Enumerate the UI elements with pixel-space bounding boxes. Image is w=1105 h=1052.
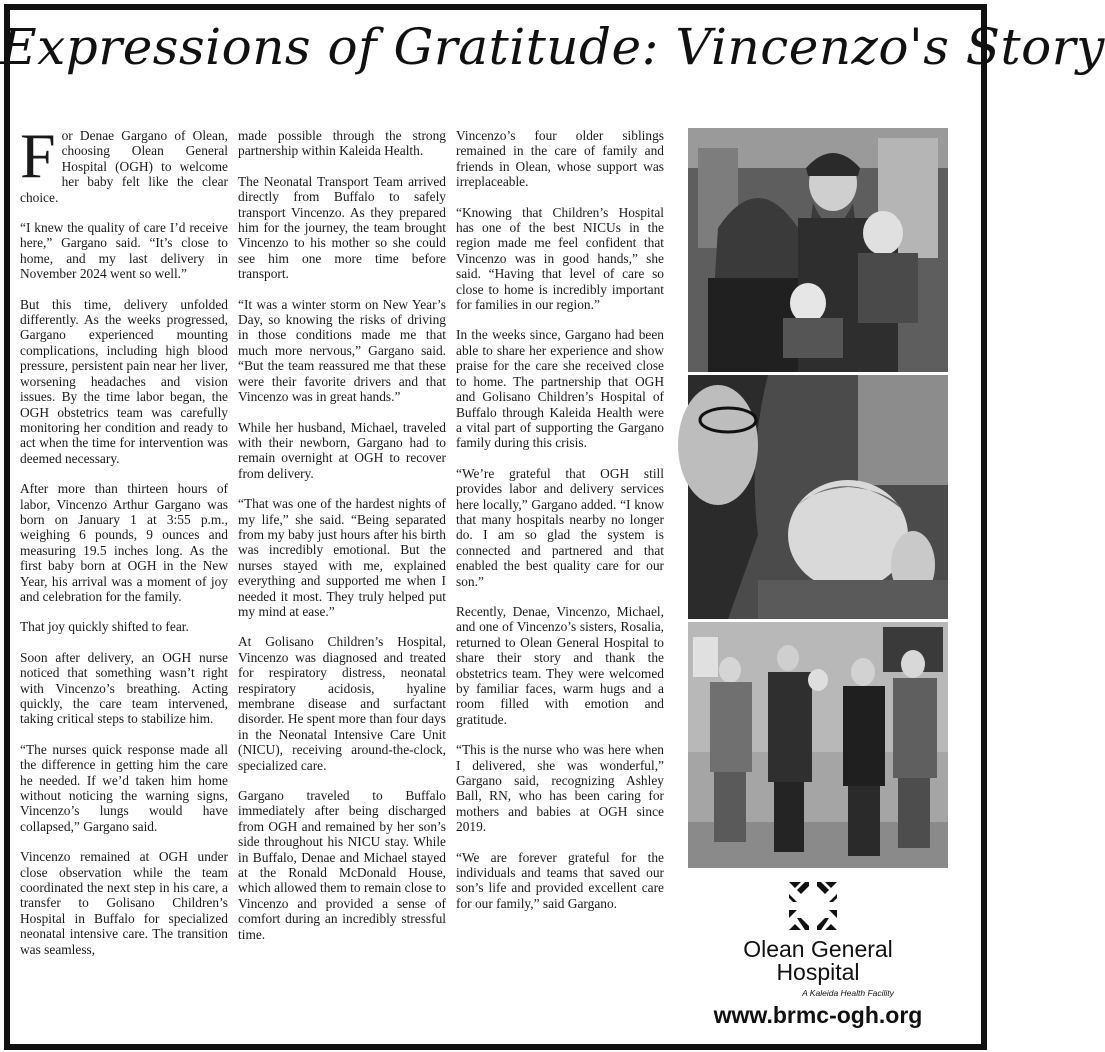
hospital-tagline: A Kaleida Health Facility [802,988,894,998]
paragraph: “The nurses quick response made all the difference in getting him the care he needed. If we’d taken him home without noticing the warning signs, Vincenzo’s lungs would have collapsed,” Gargano said. [20,741,228,834]
paragraph: That joy quickly shifted to fear. [20,619,189,635]
group-photo-staff [688,622,948,868]
paragraph: Soon after delivery, an OGH nurse noticed that something wasn’t right with Vincenzo’s breathing. Acting quickly, the care team intervened, taking critical steps to stabilize him. [20,649,228,727]
paragraph: made possible through the strong partnership within Kaleida Health. [238,128,446,159]
family-photo-hallway [688,128,948,372]
drop-cap: F [20,120,56,191]
article-column-2 [238,128,446,957]
hospital-logo-icon [787,880,839,932]
paragraph: But this time, delivery unfolded differently. As the weeks progressed, Gargano experienced mounting complications, including high blood pressure, persistent pain near her liver, worsening headaches and vision issues. By the time labor began, the OGH obstetrics team was carefully monitoring her condition and ready to act when the time for intervention was deemed necessary. [20,296,228,466]
paragraph: “This is the nurse who was here when I delivered, she was wonderful,” Gargano said, recognizing Ashley Ball, RN, who has been caring for mothers and babies at OGH since 2019. [456,742,664,835]
paragraph: “That was one of the hardest nights of my life,” she said. “Being separated from my baby just hours after his birth was incredibly emotional. But the nurses stayed with me, explained everything and supported me when I needed it most. They truly helped put my mind at ease.” [238,496,446,619]
paragraph: At Golisano Children’s Hospital, Vincenzo was diagnosed and treated for respiratory distress, neonatal respiratory acidosis, hyaline membrane disease and surfactant disorder. He spent more than four days in the Neonatal Intensive Care Unit (NICU), receiving around-the-clock, specialized care. [238,634,446,773]
hospital-name: Olean General Hospital [743,936,893,985]
newborn-closeup-image [688,375,948,619]
group-photo-image [688,622,948,868]
paragraph: In the weeks since, Gargano had been able to share her experience and show praise for the care she received close to home. The partnership that OGH and Golisano Children’s Hospital of Buffalo through Kaleida Health were a vital part of supporting the Gargano family during this crisis. [456,327,664,451]
paragraph: “We are forever grateful for the individuals and teams that saved our son’s life and provided excellent care for our family,” said Gargano. [456,849,664,911]
paragraph: “We’re grateful that OGH still provides labor and delivery services here locally,” Gargano added. “I know that many hospitals nearby no longer do. I am so glad the system is connected and partnered and that enabled the best quality care for our son.” [456,465,664,589]
paragraph: Recently, Denae, Vincenzo, Michael, and one of Vincenzo’s sisters, Rosalia, returned to Olean General Hospital to share their story and thank the obstetrics team. They were welcomed by familiar faces, warm hugs and a room filled with emotion and gratitude. [456,603,664,727]
hospital-logo-block [688,876,948,1026]
website-url[interactable]: www.brmc-ogh.org [713,1002,923,1028]
paragraph: Vincenzo remained at OGH under close observation while the team coordinated the next step in his care, a transfer to Golisano Children’s Hospital in Buffalo for specialized neonatal intensive care. The transition was seamless, [20,849,228,957]
page-title: Expressions of Gratitude: Vincenzo's Story [0,18,1105,76]
paragraph: “I knew the quality of care I’d receive here,” Gargano said. “It’s close to home, and my last delivery in November 2024 went so well.” [20,220,228,282]
paragraph: Gargano traveled to Buffalo immediately after being discharged from OGH and remained by her son’s side throughout his NICU stay. While in Buffalo, Denae and Michael stayed at the Ronald McDonald House, which allowed them to remain close to Vincenzo and provided a sense of comfort during an incredibly stressful time. [238,788,446,942]
paragraph: The Neonatal Transport Team arrived directly from Buffalo to safely transport Vincenzo. As they prepared him for the journey, the team brought Vincenzo to his mother so she could see him one more time before transport. [238,173,446,282]
lead-paragraph: For Denae Gargano of Olean, choosing Olean General Hospital (OGH) to welcome her baby felt like the clear choice. [20,120,228,205]
article-column-3 [456,128,664,926]
paragraph: “It was a winter storm on New Year’s Day, so knowing the risks of driving in those conditions made me that much more nervous,” Gargano said. “But the team reassured me that these were their favorite drivers and that Vincenzo was in great hands.” [238,296,446,405]
family-photo-hallway-image [688,128,948,372]
article-column-1 [20,120,228,972]
paragraph: After more than thirteen hours of labor, Vincenzo Arthur Gargano was born on January 1 at 3:55 p.m., weighing 6 pounds, 9 ounces and measuring 19.5 inches long. As the first baby born at OGH in the New Year, his arrival was a moment of joy and celebration for the family. [20,481,228,604]
paragraph: “Knowing that Children’s Hospital has one of the best NICUs in the region made me feel confident that Vincenzo was in good hands,” she said. “Having that level of care so close to home is incredibly important for families in our region.” [456,204,664,313]
paragraph: While her husband, Michael, traveled with their newborn, Gargano had to remain overnight at OGH to recover from delivery. [238,419,446,481]
newborn-closeup-photo [688,375,948,619]
paragraph: Vincenzo’s four older siblings remained in the care of family and friends in Olean, whose support was irreplaceable. [456,128,664,190]
